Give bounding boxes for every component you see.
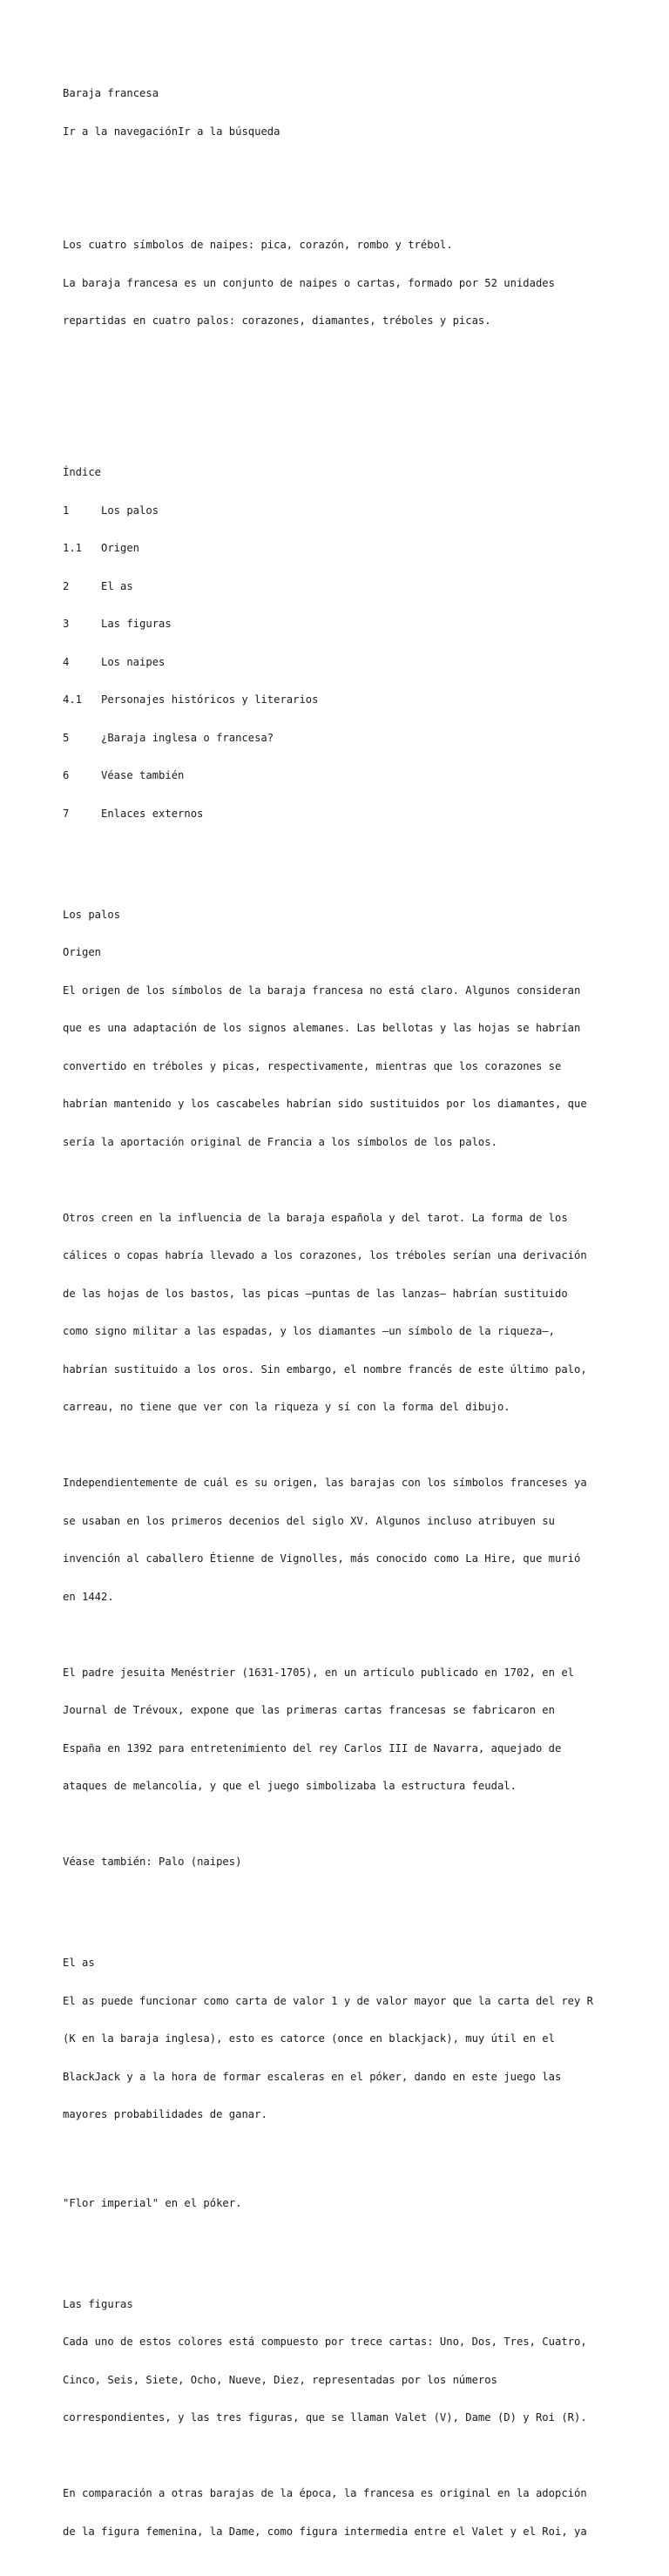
section-heading: Los palos — [63, 908, 121, 921]
paragraph-line: (K en la baraja inglesa), esto es catorce (once en blackjack), muy útil en el — [63, 2032, 555, 2045]
intro-paragraph-line: repartidas en cuatro palos: corazones, diamantes, tréboles y picas. — [63, 314, 491, 327]
paragraph-line: que es una adaptación de los signos alemanes. Las bellotas y las hojas se habrían — [63, 1022, 581, 1034]
see-also-link[interactable]: Véase también: Palo (naipes) — [63, 1856, 242, 1868]
section-los-palos — [63, 883, 620, 1894]
toc-heading: Índice — [63, 466, 102, 478]
paragraph-line: Cada uno de estos colores está compuesto por trece cartas: Uno, Dos, Tres, Cuatro, — [63, 2336, 587, 2348]
section-heading: El as — [63, 1957, 95, 1969]
table-of-contents — [63, 441, 620, 845]
paragraph-line: El padre jesuita Menéstrier (1631-1705), en un artículo publicado en 1702, en el — [63, 1666, 574, 1679]
paragraph-line: mayores probabilidades de ganar. — [63, 2108, 267, 2120]
paragraph-line: El as puede funcionar como carta de valor 1 y de valor mayor que la carta del rey R — [63, 1994, 594, 2007]
paragraph-line: en 1442. — [63, 1590, 114, 1603]
paragraph-line: correspondientes, y las tres figuras, que se llaman Valet (V), Dame (D) y Roi (R). — [63, 2411, 587, 2424]
navigation-link[interactable]: Ir a la navegación — [63, 125, 179, 138]
toc-item[interactable]: 1.1 Origen — [63, 542, 140, 554]
paragraph-line: sería la aportación original de Francia a los símbolos de los palos. — [63, 1135, 497, 1148]
intro-block — [63, 213, 620, 353]
toc-item[interactable]: 6 Véase también — [63, 769, 185, 781]
paragraph-line: como signo militar a las espadas, y los diamantes —un símbolo de la riqueza—, — [63, 1325, 555, 1337]
paragraph-line: Cinco, Seis, Siete, Ocho, Nueve, Diez, representadas por los números — [63, 2373, 497, 2386]
search-link[interactable]: Ir a la búsqueda — [178, 125, 280, 138]
section-las-figuras — [63, 2273, 620, 2564]
intro-paragraph-line: La baraja francesa es un conjunto de naipes o cartas, formado por 52 unidades — [63, 276, 555, 289]
toc-item[interactable]: 2 El as — [63, 579, 133, 592]
paragraph-line: se usaban en los primeros decenios del siglo XV. Algunos incluso atribuyen su — [63, 1514, 555, 1527]
paragraph-line: ataques de melancolía, y que el juego simbolizaba la estructura feudal. — [63, 1780, 517, 1792]
section-el-as — [63, 1931, 620, 2235]
paragraph-line: El origen de los símbolos de la baraja francesa no está claro. Algunos consideran — [63, 984, 581, 997]
image-caption: "Flor imperial" en el póker. — [63, 2196, 242, 2209]
subsection-heading: Origen — [63, 946, 102, 958]
paragraph-line: de las hojas de los bastos, las picas —puntas de las lanzas— habrían sustituido — [63, 1287, 568, 1300]
paragraph-line: carreau, no tiene que ver con la riqueza y sí con la forma del dibujo. — [63, 1401, 510, 1413]
page-title: Baraja francesa — [63, 87, 159, 99]
paragraph-line: Independientemente de cuál es su origen, las barajas con los símbolos franceses ya — [63, 1477, 587, 1489]
paragraph-line: de la figura femenina, la Dame, como figura intermedia entre el Valet y el Roi, ya — [63, 2525, 587, 2538]
paragraph-line: En comparación a otras barajas de la época, la francesa es original en la adopción — [63, 2487, 587, 2499]
paragraph-line: convertido en tréboles y picas, respectivamente, mientras que los corazones se — [63, 1059, 562, 1072]
paragraph-line: España en 1392 para entretenimiento del rey Carlos III de Navarra, aquejado de — [63, 1741, 562, 1755]
paragraph-line: invención al caballero Étienne de Vignolles, más conocido como La Hire, que murió — [63, 1552, 581, 1565]
paragraph-line: Otros creen en la influencia de la baraja española y del tarot. La forma de los — [63, 1211, 568, 1224]
document-page — [63, 62, 620, 2576]
paragraph-line: Journal de Trévoux, expone que las primeras cartas francesas se fabricaron en — [63, 1704, 555, 1716]
toc-item[interactable]: 7 Enlaces externos — [63, 807, 204, 820]
paragraph-line: habrían sustituido a los oros. Sin embargo, el nombre francés de este último palo, — [63, 1362, 587, 1376]
nav-links — [63, 125, 620, 139]
toc-item[interactable]: 1 Los palos — [63, 504, 159, 517]
toc-item[interactable]: 5 ¿Baraja inglesa o francesa? — [63, 731, 274, 744]
paragraph-line: BlackJack y a la hora de formar escaleras en el póker, dando en este juego las — [63, 2070, 562, 2083]
toc-item[interactable]: 3 Las figuras — [63, 618, 172, 630]
section-heading: Las figuras — [63, 2297, 133, 2310]
paragraph-line: cálices o copas habría llevado a los corazones, los tréboles serían una derivación — [63, 1249, 587, 1261]
toc-item[interactable]: 4 Los naipes — [63, 655, 166, 668]
image-caption: Los cuatro símbolos de naipes: pica, corazón, rombo y trébol. — [63, 239, 453, 251]
toc-item[interactable]: 4.1 Personajes históricos y literarios — [63, 693, 319, 706]
paragraph-line: habrían mantenido y los cascabeles habrían sido sustituidos por los diamantes, que — [63, 1098, 587, 1110]
